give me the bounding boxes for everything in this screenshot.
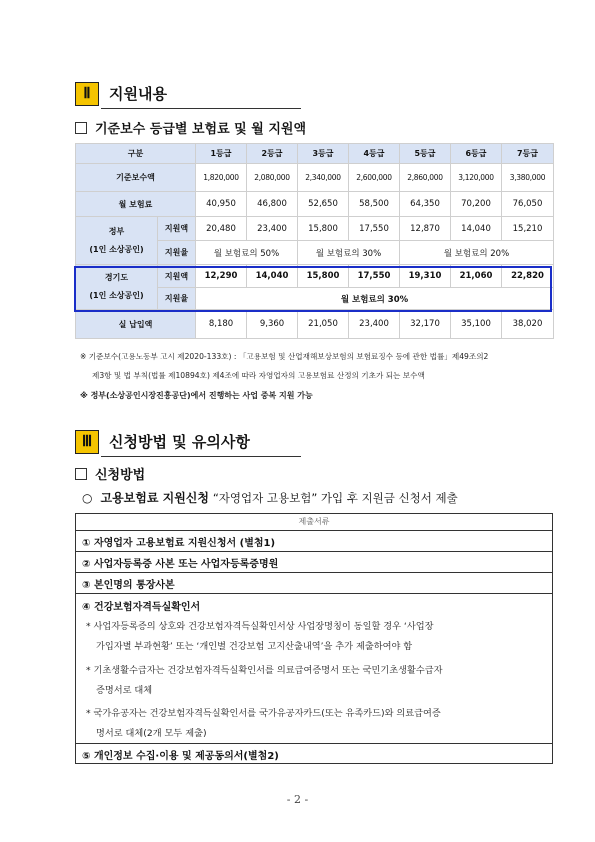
section-3-number: Ⅲ [75, 430, 99, 454]
table-cell: 9,360 [247, 310, 298, 339]
section-3-header [75, 430, 301, 456]
table-cell: 17,550 [349, 217, 400, 241]
gov-rate-label: 지원율 [158, 241, 196, 265]
table-cell: 52,650 [298, 192, 349, 217]
table-cell: 76,050 [502, 192, 554, 217]
table-cell: 32,170 [400, 310, 451, 339]
doc-note-2a: * 기초생활수급자는 건강보험자격득실확인서를 의료급여증명서 또는 국민기초생활수급자 [86, 665, 443, 676]
checkbox-square-icon [75, 468, 87, 480]
table-cell: 35,100 [451, 310, 502, 339]
circle-bullet-icon: ○ [82, 491, 93, 505]
grade-header: 6등급 [451, 144, 502, 164]
doc-item-5: ⑤ 개인정보 수집·이용 및 제공동의서(별첨2) [82, 751, 279, 762]
table-cell: 15,800 [298, 217, 349, 241]
doc-note-3a: * 국가유공자는 건강보험자격득실확인서를 국가유공자카드(또는 유족카드)와 의료급여증 [86, 708, 441, 719]
base-salary-row [76, 164, 554, 192]
table-cell: 58,500 [349, 192, 400, 217]
footnote-base-salary-1: ※ 기준보수(고용노동부 고시 제2020-133호) : 「고용보험 및 산업재해보상보험의 보험료징수 등에 관한 법률」제49조의2 [80, 352, 489, 361]
doc-item-2: ② 사업자등록증 사본 또는 사업자등록증명원 [82, 559, 279, 570]
gg-amount-label: 지원액 [158, 265, 196, 288]
application-method-line [82, 489, 458, 506]
table-cell: 3,380,000 [502, 164, 554, 192]
grade-header: 4등급 [349, 144, 400, 164]
gov-amount-row [76, 217, 554, 241]
gov-label-line1: 정부 [108, 226, 125, 236]
premium-support-table [75, 143, 554, 339]
table-cell: 1,820,000 [196, 164, 247, 192]
doc-item-1: ① 자영업자 고용보험료 지원신청서 (별첨1) [82, 538, 276, 549]
doc-item-4: ④ 건강보험자격득실확인서 [82, 602, 201, 613]
doc-item-3: ③ 본인명의 통장사본 [82, 580, 175, 591]
table-cell: 23,400 [247, 217, 298, 241]
doc-divider [76, 551, 552, 552]
subsection-grade-premium [75, 118, 306, 137]
section-2-number: Ⅱ [75, 82, 99, 106]
grade-header: 1등급 [196, 144, 247, 164]
table-cell: 8,180 [196, 310, 247, 339]
table-cell: 12,290 [196, 265, 247, 288]
section-3-underline [101, 456, 301, 457]
section-3-title: 신청방법 및 유의사항 [109, 433, 250, 451]
method-bold-text: 고용보험료 지원신청 [100, 491, 209, 505]
grade-header: 5등급 [400, 144, 451, 164]
table-cell: 20,480 [196, 217, 247, 241]
table-cell: 2,860,000 [400, 164, 451, 192]
gg-rate-label: 지원율 [158, 288, 196, 310]
gov-label [76, 217, 158, 265]
table-cell: 15,800 [298, 265, 349, 288]
gg-label-line1: 경기도 [104, 273, 129, 282]
table-cell: 23,400 [349, 310, 400, 339]
gov-rate-50: 월 보험료의 50% [196, 241, 298, 265]
footnote-base-salary-2: 제3항 및 법 부칙(법률 제10894호) 제4조에 따라 자영업자의 고용보험료 산정의 기초가 되는 보수액 [92, 371, 425, 380]
table-cell: 64,350 [400, 192, 451, 217]
table-cell: 14,040 [451, 217, 502, 241]
footnote-duplicate-support: ※ 정부(소상공인시장진흥공단)에서 진행하는 사업 중복 지원 가능 [80, 391, 313, 400]
table-cell: 2,080,000 [247, 164, 298, 192]
table-cell: 12,870 [400, 217, 451, 241]
page-number: - 2 - [286, 793, 309, 806]
doc-divider [76, 593, 552, 594]
table-cell: 21,050 [298, 310, 349, 339]
table-cell: 2,600,000 [349, 164, 400, 192]
gg-label [76, 265, 158, 310]
table-cell: 14,040 [247, 265, 298, 288]
table-cell: 46,800 [247, 192, 298, 217]
gg-rate-value: 월 보험료의 30% [196, 288, 554, 310]
table-cell: 70,200 [451, 192, 502, 217]
gov-amount-label: 지원액 [158, 217, 196, 241]
table-header-row [76, 144, 554, 164]
grade-header: 7등급 [502, 144, 554, 164]
gov-label-line2: (1인 소상공인) [89, 244, 144, 254]
gg-label-line2: (1인 소상공인) [89, 291, 144, 300]
gg-amount-row [76, 265, 554, 288]
section-2-header [75, 82, 301, 108]
grade-header: 3등급 [298, 144, 349, 164]
doc-divider [76, 572, 552, 573]
table-cell: 15,210 [502, 217, 554, 241]
grade-header: 2등급 [247, 144, 298, 164]
required-documents-box [75, 513, 553, 764]
table-cell: 21,060 [451, 265, 502, 288]
monthly-premium-row [76, 192, 554, 217]
gov-rate-20: 월 보험료의 20% [400, 241, 554, 265]
gov-rate-30: 월 보험료의 30% [298, 241, 400, 265]
table-cell: 3,120,000 [451, 164, 502, 192]
required-documents-header: 제출서류 [76, 514, 552, 531]
actual-payment-label: 실 납입액 [76, 310, 196, 339]
subsection-application [75, 464, 145, 483]
table-cell: 22,820 [502, 265, 554, 288]
subsection-application-title: 신청방법 [95, 468, 146, 483]
monthly-premium-label: 월 보험료 [76, 192, 196, 217]
section-2-underline [101, 108, 301, 109]
base-salary-label: 기준보수액 [76, 164, 196, 192]
doc-divider [76, 743, 552, 744]
table-cell: 40,950 [196, 192, 247, 217]
actual-payment-row [76, 310, 554, 339]
checkbox-square-icon [75, 122, 87, 134]
table-corner-cell: 구분 [76, 144, 196, 164]
table-cell: 38,020 [502, 310, 554, 339]
section-2-title: 지원내용 [109, 85, 167, 103]
doc-note-3b: 명서로 대체(2개 모두 제출) [96, 728, 207, 739]
table-cell: 17,550 [349, 265, 400, 288]
method-rest-text: “자영업자 고용보험” 가입 후 지원금 신청서 제출 [212, 491, 458, 505]
doc-note-1b: 가입자별 부과현황’ 또는 ‘개인별 건강보험 고지산출내역’을 추가 제출하여야 함 [96, 641, 413, 652]
doc-note-1a: * 사업자등록증의 상호와 건강보험자격득실확인서상 사업장명칭이 동일할 경우 ‘사업장 [86, 621, 434, 632]
subsection-grade-premium-title: 기준보수 등급별 보험료 및 월 지원액 [95, 122, 306, 137]
doc-note-2b: 증명서로 대체 [96, 685, 153, 696]
table-cell: 2,340,000 [298, 164, 349, 192]
table-cell: 19,310 [400, 265, 451, 288]
